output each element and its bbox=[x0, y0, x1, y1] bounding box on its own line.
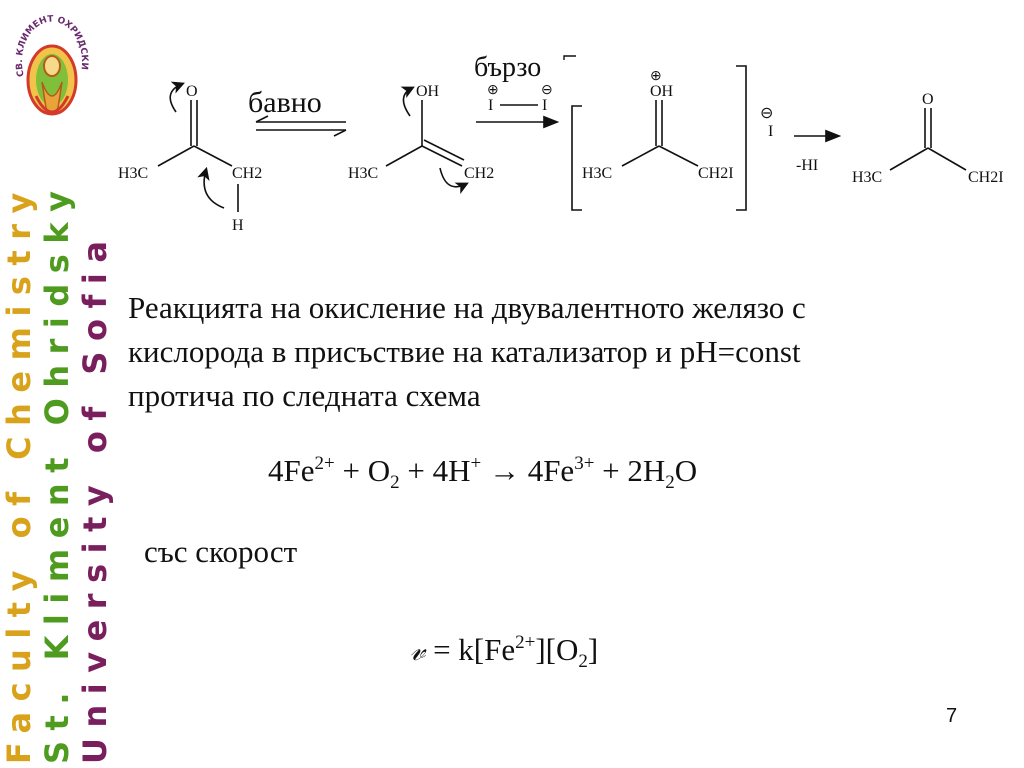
svg-text:O: O bbox=[186, 83, 198, 100]
sidebar-line-faculty: Faculty of Chemistry bbox=[0, 182, 38, 764]
molecule-iodoacetone bbox=[852, 91, 1004, 186]
svg-text:OH: OH bbox=[416, 83, 440, 100]
svg-text:⊖: ⊖ bbox=[541, 83, 553, 98]
molecule-enol bbox=[348, 83, 494, 187]
sidebar bbox=[0, 0, 112, 768]
rate-label: със скорост bbox=[144, 534, 298, 569]
body-line-2: кислорода в присъствие на катализатор и pH=const bbox=[128, 334, 801, 369]
svg-text:СВ. КЛИМЕНТ ОХРИДСКИ: СВ. КЛИМЕНТ ОХРИДСКИ bbox=[14, 14, 90, 78]
svg-text:⊕: ⊕ bbox=[650, 69, 662, 84]
svg-text:бавно: бавно bbox=[248, 86, 322, 119]
svg-text:O: O bbox=[922, 91, 934, 108]
molecule-acetone bbox=[118, 83, 262, 234]
svg-text:I: I bbox=[488, 97, 494, 114]
svg-text:CH2I: CH2I bbox=[968, 169, 1004, 186]
svg-text:H3C: H3C bbox=[118, 165, 149, 182]
svg-text:⊖: ⊖ bbox=[760, 105, 774, 122]
reaction-scheme bbox=[110, 48, 1024, 248]
body-paragraph bbox=[128, 286, 1008, 418]
svg-text:H3C: H3C bbox=[348, 165, 379, 182]
svg-text:H3C: H3C bbox=[852, 169, 883, 186]
svg-text:бързо: бързо bbox=[474, 52, 542, 83]
svg-text:CH2: CH2 bbox=[232, 165, 263, 182]
svg-text:H: H bbox=[232, 217, 244, 234]
svg-text:OH: OH bbox=[650, 83, 674, 100]
svg-text:H3C: H3C bbox=[582, 165, 613, 182]
svg-text:⊕: ⊕ bbox=[487, 83, 499, 98]
body-line-1: Реакцията на окисление на двувалентното желязо с bbox=[128, 290, 806, 325]
rate-equation: 𝓋 = $k[Fe^{2+}][O_2]$ bbox=[410, 632, 599, 672]
molecule-intermediate bbox=[582, 69, 734, 182]
body-line-3: протича по следната схема bbox=[128, 378, 481, 413]
sidebar-line-university: University of Sofia bbox=[76, 230, 114, 764]
svg-text:I: I bbox=[768, 123, 774, 140]
svg-text:CH2I: CH2I bbox=[698, 165, 734, 182]
svg-text:I: I bbox=[542, 97, 548, 114]
university-logo bbox=[6, 10, 98, 132]
sidebar-line-kliment: St. Kliment Ohridsky bbox=[38, 180, 76, 764]
svg-text:-HI: -HI bbox=[796, 157, 819, 174]
svg-text:CH2: CH2 bbox=[464, 165, 495, 182]
page-number: 7 bbox=[946, 705, 958, 727]
reaction-equation: $4Fe^{2+} + O_2 + 4H^+ \to 4Fe^{3+} + 2H_2O$ bbox=[268, 453, 698, 493]
